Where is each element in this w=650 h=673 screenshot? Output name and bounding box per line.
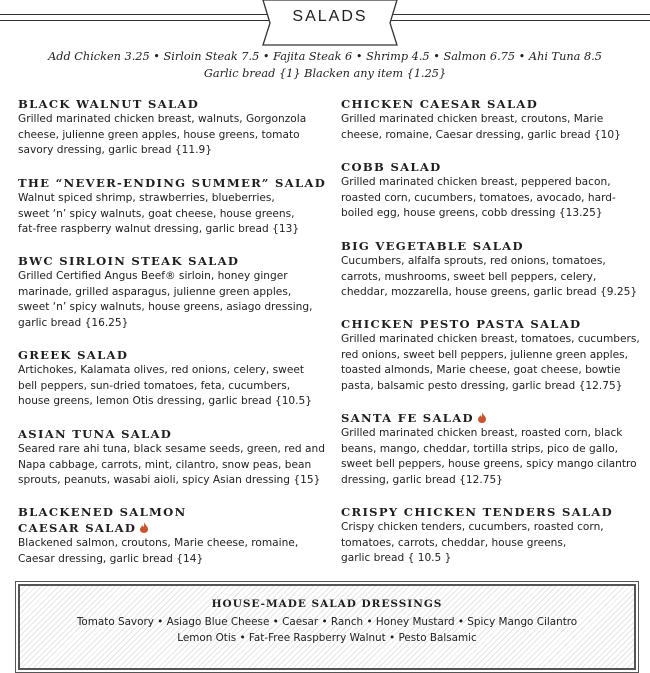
item-description: Grilled Certified Angus Beef® sirloin, honey ginger	[18, 270, 288, 282]
item-description: Blackened salmon, croutons, Marie cheese, romaine,	[18, 537, 299, 549]
item-description: Grilled marinated chicken breast, croutons, Marie	[341, 113, 604, 125]
item-description: sprouts, peanuts, wasabi aioli, spicy Asian dressing {15}	[18, 474, 321, 487]
item-description: Seared rare ahi tuna, black sesame seeds, green, red and	[18, 443, 325, 455]
item-description: tomatoes, carrots, cheddar, house greens,	[341, 536, 567, 549]
item-name	[341, 504, 650, 520]
menu-item	[341, 238, 650, 301]
dressings-title: HOUSE-MADE SALAD DRESSINGS	[211, 598, 443, 610]
menu-item	[341, 410, 650, 488]
item-name-text: GREEK SALAD	[18, 348, 129, 362]
item-description: Grilled marinated chicken breast, peppered bacon,	[341, 176, 611, 188]
item-name-text: BLACKENED SALMON	[18, 505, 187, 519]
menu-item	[18, 426, 333, 489]
dressings-line: Tomato Savory • Asiago Blue Cheese • Caesar • Ranch • Honey Mustard • Spicy Mango Cilantro	[76, 616, 578, 628]
item-description: Grilled marinated chicken breast, tomatoes, cucumbers,	[341, 333, 640, 345]
item-name-text: BWC SIRLOIN STEAK SALAD	[18, 254, 240, 268]
item-description: roasted corn, cucumbers, tomatoes, avocado, hard-	[341, 191, 616, 204]
item-description: Napa cabbage, carrots, mint, cilantro, snow peas, bean	[18, 458, 312, 471]
item-name	[341, 238, 650, 254]
item-name	[18, 96, 333, 112]
item-name	[18, 347, 333, 363]
item-description: red onions, sweet bell peppers, julienne green apples,	[341, 348, 629, 361]
item-name	[18, 520, 333, 536]
item-description: Walnut spiced shrimp, strawberries, blueberries,	[18, 192, 275, 204]
item-name-text: CRISPY CHICKEN TENDERS SALAD	[341, 505, 614, 519]
item-description: boiled egg, house greens, cobb dressing {13.25}	[341, 207, 603, 220]
item-description: savory dressing, garlic bread {11.9}	[18, 144, 212, 157]
item-description: cheese, julienne green apples, house greens, tomato	[18, 128, 300, 141]
item-name-text: BIG VEGETABLE SALAD	[341, 239, 524, 253]
item-description: sweet bell peppers, house greens, spicy mango cilantro	[341, 458, 637, 471]
item-name-text: SANTA FE SALAD	[341, 411, 474, 425]
item-name-text: CHICKEN CAESAR SALAD	[341, 97, 539, 111]
item-name	[18, 504, 333, 520]
item-description: house greens, lemon Otis dressing, garlic bread {10.5}	[18, 395, 313, 408]
dressings-line: Lemon Otis • Fat-Free Raspberry Walnut • Pesto Balsamic	[177, 632, 477, 644]
item-description: sweet ‘n’ spicy walnuts, goat cheese, house greens,	[18, 207, 295, 220]
item-name	[341, 159, 650, 175]
menu-item	[18, 504, 333, 567]
item-description: Cucumbers, alfalfa sprouts, red onions, tomatoes,	[341, 255, 606, 267]
item-description: fat-free raspberry walnut dressing, garlic bread {13}	[18, 223, 300, 236]
menu-item	[18, 347, 333, 410]
item-description: beans, mango, cheddar, tortilla strips, pico de gallo,	[341, 442, 618, 455]
item-description: garlic bread { 10.5 }	[341, 552, 452, 565]
menu-item	[341, 504, 650, 567]
spicy-flame-icon	[478, 412, 486, 423]
dressings-box	[18, 584, 636, 670]
menu-item	[341, 96, 650, 143]
menu-item	[18, 175, 333, 238]
item-name-text: CHICKEN PESTO PASTA SALAD	[341, 317, 582, 331]
page-title: SALADS	[292, 8, 368, 25]
menu-item	[18, 253, 333, 331]
menu-item	[18, 96, 333, 159]
menu-item	[341, 159, 650, 222]
item-description: Grilled marinated chicken breast, walnuts, Gorgonzola	[18, 113, 307, 125]
item-description: marinade, grilled asparagus, julienne green apples,	[18, 285, 292, 298]
item-description: bell peppers, sun-dried tomatoes, feta, cucumbers,	[18, 379, 291, 392]
item-description: toasted almonds, Marie cheese, goat cheese, bowtie	[341, 364, 621, 377]
item-description: Artichokes, Kalamata olives, red onions, celery, sweet	[18, 364, 305, 376]
item-description: pasta, balsamic pesto dressing, garlic bread {12.75}	[341, 379, 623, 392]
addons-line: Add Chicken 3.25 • Sirloin Steak 7.5 • Fajita Steak 6 • Shrimp 4.5 • Salmon 6.75 • Ahi Tuna 8.5	[48, 50, 602, 63]
item-name-text: THE “NEVER-ENDING SUMMER” SALAD	[18, 176, 327, 190]
item-description: sweet ‘n’ spicy walnuts, house greens, asiago dressing,	[18, 301, 313, 314]
addons-line: Garlic bread {1} Blacken any item {1.25}	[203, 67, 447, 80]
menu-item	[341, 316, 650, 394]
item-name	[341, 410, 650, 426]
spicy-flame-icon	[140, 522, 148, 533]
item-description: cheddar, mozzarella, house greens, garlic bread {9.25}	[341, 286, 638, 299]
item-description: garlic bread {16.25}	[18, 316, 129, 329]
item-name-text: ASIAN TUNA SALAD	[18, 427, 173, 441]
item-name	[18, 175, 333, 191]
item-name	[341, 316, 650, 332]
item-name-text: BLACK WALNUT SALAD	[18, 97, 200, 111]
item-description: cheese, romaine, Caesar dressing, garlic bread {10}	[341, 128, 621, 141]
item-name	[18, 426, 333, 442]
item-description: dressing, garlic bread {12.75}	[341, 473, 503, 486]
item-name-text: COBB SALAD	[341, 160, 442, 174]
item-description: carrots, mushrooms, sweet bell peppers, celery,	[341, 270, 597, 283]
item-name-text: CAESAR SALAD	[18, 521, 137, 535]
item-description: Grilled marinated chicken breast, roasted corn, black	[341, 427, 623, 439]
item-name	[18, 253, 333, 269]
item-description: Caesar dressing, garlic bread {14}	[18, 552, 204, 565]
item-description: Crispy chicken tenders, cucumbers, roasted corn,	[341, 521, 604, 533]
item-name	[341, 96, 650, 112]
